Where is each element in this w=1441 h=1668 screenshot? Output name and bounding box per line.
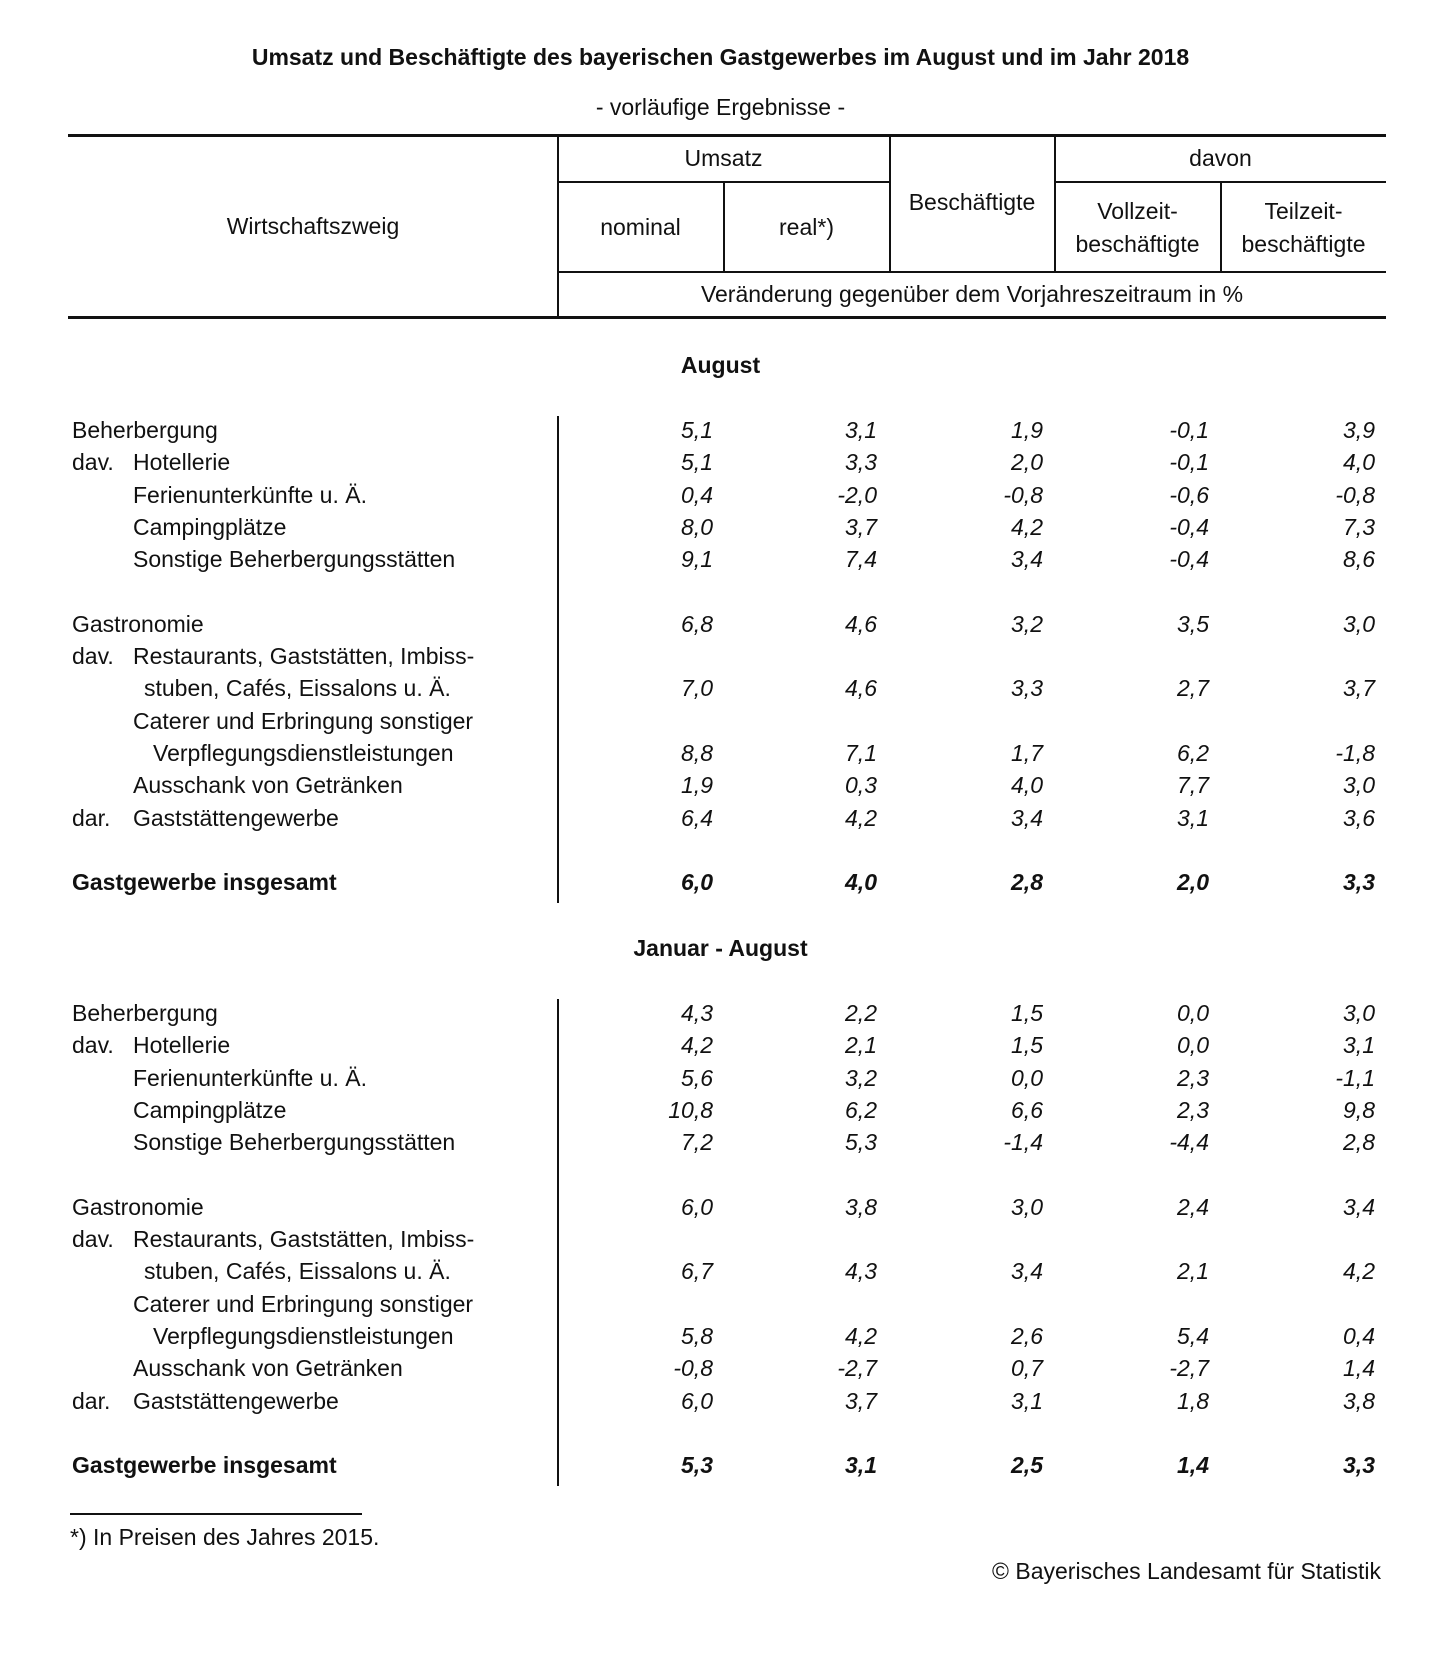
- table-cell: 0,4: [1343, 1323, 1375, 1349]
- table-cell: 4,2: [681, 1032, 713, 1059]
- table-cell: 3,5: [1177, 610, 1209, 637]
- table-cell: -0,8: [1335, 481, 1375, 508]
- table-cell: 1,7: [1011, 740, 1043, 766]
- table-cell: 3,4: [1011, 804, 1043, 831]
- header-beschaeftigte: Beschäftigte: [908, 189, 1036, 215]
- row-label: Sonstige Beherbergungsstätten: [133, 546, 456, 573]
- table-cell: 7,1: [845, 740, 877, 766]
- table-cell: 5,3: [681, 1452, 713, 1479]
- table-cell: 3,4: [1011, 546, 1043, 573]
- header-wirtschaftszweig: Wirtschaftszweig: [226, 213, 400, 239]
- table-cell: 9,1: [681, 546, 713, 573]
- table-cell: 10,8: [668, 1096, 713, 1123]
- table-cell: -0,8: [673, 1355, 713, 1382]
- table-cell: -0,4: [1169, 513, 1209, 540]
- table-cell: 2,1: [845, 1032, 877, 1059]
- table-cell: 3,8: [1343, 1387, 1375, 1414]
- table-cell: 4,3: [845, 1258, 877, 1285]
- row-label: Restaurants, Gaststätten, Imbiss-: [133, 1226, 475, 1253]
- table-cell: -0,1: [1169, 417, 1209, 443]
- table-cell: 8,6: [1343, 546, 1375, 573]
- table-cell: 0,0: [1011, 1064, 1043, 1091]
- table-cell: 2,0: [1177, 869, 1209, 896]
- table-cell: 3,6: [1343, 804, 1375, 831]
- row-label: Sonstige Beherbergungsstätten: [133, 1129, 456, 1156]
- row-label: Gastronomie: [72, 610, 204, 637]
- table-cell: -2,7: [1169, 1355, 1209, 1382]
- table-cell: 5,1: [681, 417, 713, 443]
- table-cell: 4,0: [845, 869, 877, 896]
- row-label-total: Gastgewerbe insgesamt: [72, 1452, 337, 1479]
- row-label: Hotellerie: [133, 449, 231, 476]
- table-cell: 3,1: [1343, 1032, 1375, 1059]
- table-cell: 3,2: [1011, 610, 1043, 637]
- table-cell: 6,0: [681, 869, 713, 896]
- table-cell: 2,0: [1011, 449, 1043, 476]
- header-veraenderung: Veränderung gegenüber dem Vorjahreszeitraum in %: [700, 281, 1244, 307]
- table-cell: -1,8: [1335, 740, 1375, 766]
- table-cell: 1,5: [1011, 1000, 1043, 1026]
- table-cell: -2,7: [837, 1355, 877, 1382]
- table-cell: -4,4: [1169, 1129, 1209, 1156]
- header-davon: davon: [1189, 145, 1252, 171]
- table-cell: 2,2: [845, 1000, 877, 1026]
- table-cell: 1,4: [1177, 1452, 1209, 1479]
- table-cell: 0,0: [1177, 1032, 1209, 1059]
- table-cell: 2,5: [1011, 1452, 1043, 1479]
- header-bottom-rule: [68, 316, 1386, 319]
- row-prefix: dar.: [72, 1387, 111, 1414]
- veraenderung-rule: [558, 271, 1386, 273]
- table-cell: 2,8: [1011, 869, 1043, 896]
- row-label: Gaststättengewerbe: [133, 1387, 339, 1414]
- table-cell: -1,1: [1335, 1064, 1375, 1091]
- table-cell: 3,7: [845, 1387, 877, 1414]
- table-cell: 5,8: [681, 1323, 713, 1349]
- footnote-rule: [70, 1513, 362, 1515]
- table-cell: 3,9: [1343, 417, 1375, 443]
- row-label: Gastronomie: [72, 1193, 204, 1220]
- data-divider-januar-august: [557, 999, 559, 1486]
- table-cell: 9,8: [1343, 1096, 1375, 1123]
- row-label: Gaststättengewerbe: [133, 804, 339, 831]
- section-title-august: August: [680, 352, 761, 378]
- table-cell: 3,3: [1343, 869, 1375, 896]
- row-label: Campingplätze: [133, 513, 287, 540]
- table-cell: 6,2: [1177, 740, 1209, 766]
- table-cell: 4,6: [845, 610, 877, 637]
- table-cell: 3,7: [1343, 675, 1375, 702]
- row-prefix: dar.: [72, 804, 111, 831]
- table-cell: 6,0: [681, 1387, 713, 1414]
- table-cell: -0,4: [1169, 546, 1209, 573]
- table-cell: 3,1: [1177, 804, 1209, 831]
- header-umsatz: Umsatz: [684, 145, 763, 171]
- header-top-rule: [68, 134, 1386, 137]
- table-cell: 5,4: [1177, 1323, 1209, 1349]
- table-cell: 3,4: [1011, 1258, 1043, 1285]
- row-label: Beherbergung: [72, 417, 218, 443]
- table-cell: 6,7: [681, 1258, 713, 1285]
- row-prefix: dav.: [72, 1226, 114, 1253]
- header-real: real*): [779, 214, 834, 240]
- header-vollzeit-line2: beschäftigte: [1075, 231, 1200, 257]
- table-cell: 7,2: [681, 1129, 713, 1156]
- table-cell: 2,6: [1011, 1323, 1043, 1349]
- row-label: Restaurants, Gaststätten, Imbiss-: [133, 643, 475, 670]
- row-label-continuation: stuben, Cafés, Eissalons u. Ä.: [144, 675, 451, 702]
- table-cell: 6,4: [681, 804, 713, 831]
- row-label-continuation: Verpflegungsdienstleistungen: [153, 740, 454, 766]
- table-cell: 7,7: [1177, 772, 1209, 799]
- row-label: Ausschank von Getränken: [133, 772, 403, 799]
- copyright: © Bayerisches Landesamt für Statistik: [992, 1558, 1381, 1584]
- table-cell: 4,2: [1343, 1258, 1375, 1285]
- table-cell: 3,1: [845, 1452, 877, 1479]
- row-label: Ferienunterkünfte u. Ä.: [133, 481, 367, 508]
- table-cell: 1,9: [681, 772, 713, 799]
- table-cell: 7,0: [681, 675, 713, 702]
- table-cell: 6,2: [845, 1096, 877, 1123]
- row-label: Campingplätze: [133, 1096, 287, 1123]
- table-cell: 1,9: [1011, 417, 1043, 443]
- footnote: *) In Preisen des Jahres 2015.: [70, 1524, 380, 1550]
- table-cell: 3,3: [1343, 1452, 1375, 1479]
- table-cell: 3,0: [1343, 610, 1375, 637]
- table-cell: 1,5: [1011, 1032, 1043, 1059]
- header-nominal: nominal: [600, 214, 681, 240]
- table-cell: 5,1: [681, 449, 713, 476]
- table-cell: 2,3: [1177, 1064, 1209, 1091]
- table-cell: -0,1: [1169, 449, 1209, 476]
- row-prefix: dav.: [72, 449, 114, 476]
- table-cell: 3,3: [1011, 675, 1043, 702]
- table-title: Umsatz und Beschäftigte des bayerischen Gastgewerbes im August und im Jahr 2018: [251, 44, 1190, 70]
- table-cell: 2,8: [1343, 1129, 1375, 1156]
- table-cell: 3,3: [845, 449, 877, 476]
- table-cell: -1,4: [1003, 1129, 1043, 1156]
- table-cell: 3,1: [845, 417, 877, 443]
- table-cell: 1,4: [1343, 1355, 1375, 1382]
- table-cell: 4,6: [845, 675, 877, 702]
- table-cell: 2,3: [1177, 1096, 1209, 1123]
- table-cell: 0,7: [1011, 1355, 1043, 1382]
- table-cell: 0,4: [681, 481, 713, 508]
- table-cell: 2,7: [1177, 675, 1209, 702]
- table-cell: 3,0: [1343, 1000, 1375, 1026]
- row-label: Hotellerie: [133, 1032, 231, 1059]
- table-subtitle: - vorläufige Ergebnisse -: [595, 94, 846, 120]
- table-cell: 3,0: [1343, 772, 1375, 799]
- table-cell: 3,0: [1011, 1193, 1043, 1220]
- row-prefix: dav.: [72, 643, 114, 670]
- header-vollzeit-line1: Vollzeit-: [1097, 198, 1178, 224]
- table-cell: 4,3: [681, 1000, 713, 1026]
- table-cell: 6,0: [681, 1193, 713, 1220]
- table-cell: 3,8: [845, 1193, 877, 1220]
- table-cell: 7,4: [845, 546, 877, 573]
- row-label: Ausschank von Getränken: [133, 1355, 403, 1382]
- header-teilzeit-line1: Teilzeit-: [1264, 198, 1343, 224]
- row-label-continuation: Verpflegungsdienstleistungen: [153, 1323, 454, 1349]
- row-label-continuation: stuben, Cafés, Eissalons u. Ä.: [144, 1258, 451, 1285]
- table-cell: 4,0: [1011, 772, 1043, 799]
- table-cell: 6,8: [681, 610, 713, 637]
- header-teilzeit-line2: beschäftigte: [1241, 231, 1366, 257]
- row-label-total: Gastgewerbe insgesamt: [72, 869, 337, 896]
- table-cell: 7,3: [1343, 513, 1375, 540]
- table-cell: 8,0: [681, 513, 713, 540]
- table-cell: 0,0: [1177, 1000, 1209, 1026]
- table-cell: 3,2: [845, 1064, 877, 1091]
- table-cell: 2,4: [1177, 1193, 1209, 1220]
- table-cell: 3,1: [1011, 1387, 1043, 1414]
- table-cell: 4,0: [1343, 449, 1375, 476]
- table-cell: 4,2: [845, 804, 877, 831]
- table-cell: 2,1: [1177, 1258, 1209, 1285]
- table-cell: -0,8: [1003, 481, 1043, 508]
- table-cell: -0,6: [1169, 481, 1209, 508]
- row-label: Beherbergung: [72, 1000, 218, 1026]
- table-cell: 4,2: [1011, 513, 1043, 540]
- row-prefix: dav.: [72, 1032, 114, 1059]
- data-divider-august: [557, 416, 559, 903]
- table-cell: -2,0: [837, 481, 877, 508]
- table-cell: 6,6: [1011, 1096, 1043, 1123]
- row-label: Ferienunterkünfte u. Ä.: [133, 1064, 367, 1091]
- table-cell: 8,8: [681, 740, 713, 766]
- section-title-januar-august: Januar - August: [633, 935, 808, 961]
- table-cell: 3,7: [845, 513, 877, 540]
- table-cell: 1,8: [1177, 1387, 1209, 1414]
- table-cell: 5,6: [681, 1064, 713, 1091]
- table-cell: 4,2: [845, 1323, 877, 1349]
- table-cell: 3,4: [1343, 1193, 1375, 1220]
- row-label: Caterer und Erbringung sonstiger: [133, 707, 474, 734]
- row-label: Caterer und Erbringung sonstiger: [133, 1290, 474, 1317]
- table-cell: 0,3: [845, 772, 877, 799]
- table-cell: 5,3: [845, 1129, 877, 1156]
